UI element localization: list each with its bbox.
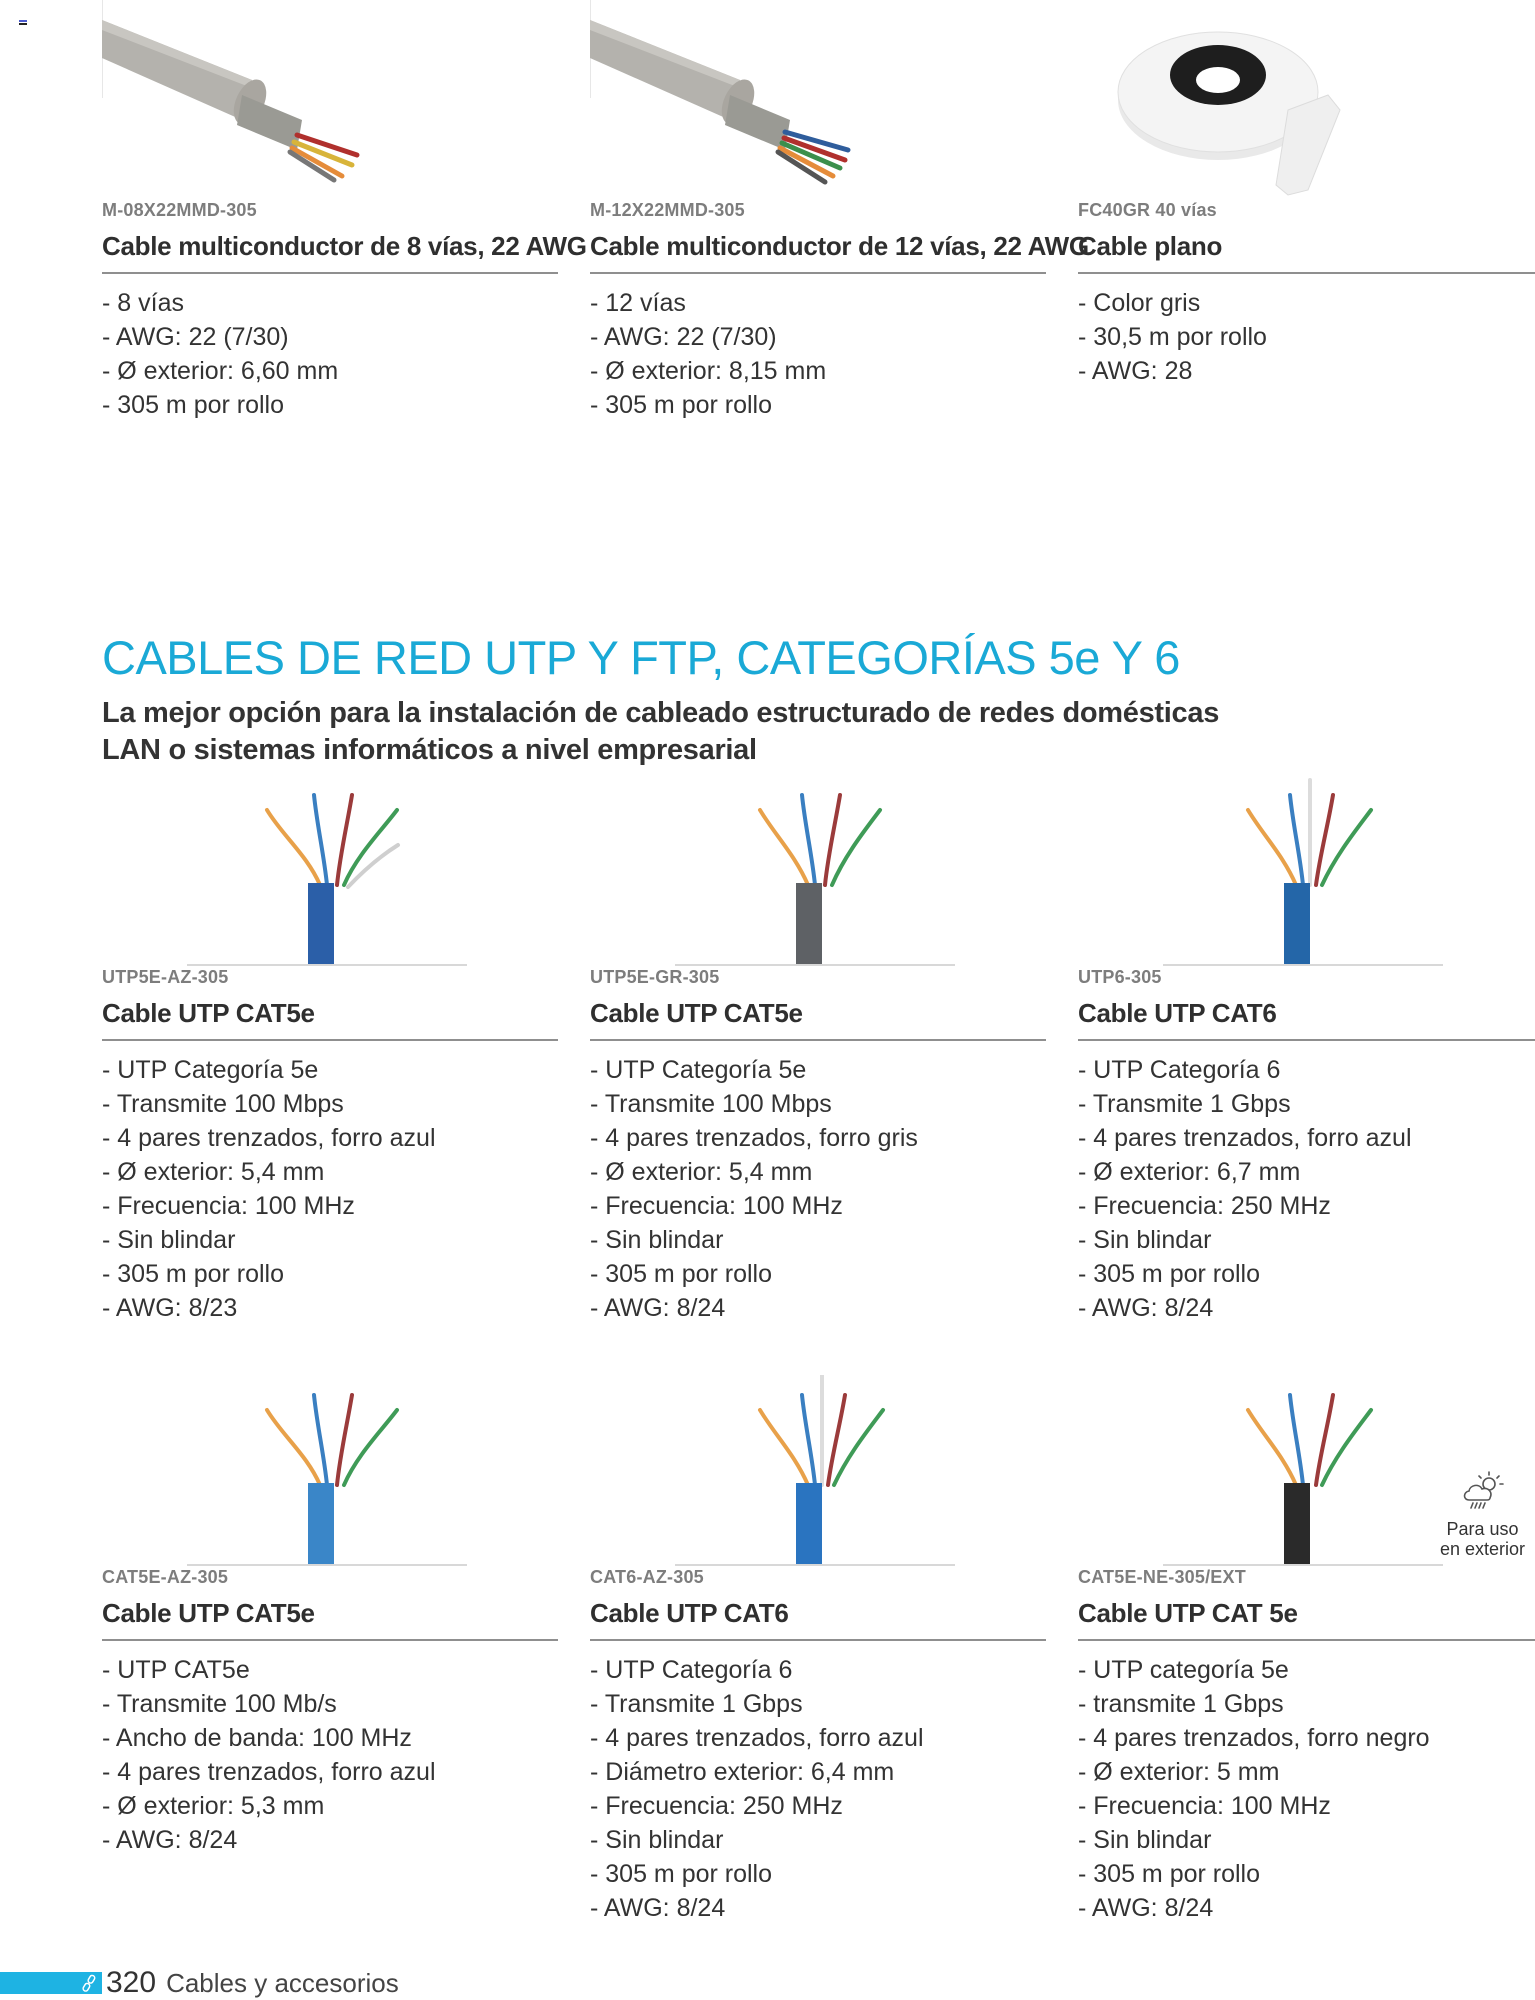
- utp-cable-gray-image: [590, 775, 1046, 967]
- footer-section-name: Cables y accesorios: [166, 1967, 399, 1998]
- product-code: CAT6-AZ-305: [590, 1567, 704, 1587]
- section-subtitle-line: La mejor opción para la instalación de cableado estructurado de redes domésticas: [102, 697, 1220, 729]
- divider: [590, 272, 1046, 274]
- footer-accent-bar: [0, 1972, 102, 1994]
- page-number: 320: [106, 1966, 157, 1999]
- outdoor-use-badge: [1430, 1470, 1535, 1559]
- spec-item: - UTP Categoría 5e: [102, 1056, 319, 1084]
- product-title: Cable multiconductor de 8 vías, 22 AWG: [102, 231, 587, 261]
- spec-item: - AWG: 8/24: [590, 1294, 726, 1322]
- spec-item: - UTP Categoría 5e: [590, 1056, 807, 1084]
- spec-item: - 30,5 m por rollo: [1078, 323, 1267, 351]
- product-title: Cable UTP CAT6: [1078, 998, 1277, 1028]
- product-card-multiconductor-12: [590, 0, 1089, 422]
- multiconductor-cable-12-image: [590, 0, 1046, 200]
- divider: [1078, 1639, 1535, 1641]
- spec-item: - Ø exterior: 5 mm: [1078, 1758, 1280, 1786]
- product-card-utp6: [1078, 775, 1535, 1325]
- spec-item: - AWG: 22 (7/30): [102, 323, 289, 351]
- spec-item: - AWG: 28: [1078, 357, 1193, 385]
- spec-list: [590, 1053, 1046, 1325]
- spec-item: - UTP CAT5e: [102, 1656, 250, 1684]
- spec-item: - AWG: 22 (7/30): [590, 323, 777, 351]
- spec-item: - AWG: 8/24: [102, 1826, 238, 1854]
- spec-item: - 4 pares trenzados, forro azul: [102, 1758, 436, 1786]
- spec-item: - Diámetro exterior: 6,4 mm: [590, 1758, 895, 1786]
- spec-item: - AWG: 8/24: [1078, 1294, 1214, 1322]
- product-code: M-12X22MMD-305: [590, 200, 745, 220]
- spec-item: - 8 vías: [102, 289, 184, 317]
- spec-item: - 4 pares trenzados, forro azul: [590, 1724, 924, 1752]
- section-subtitle-line: LAN o sistemas informáticos a nivel empresarial: [102, 734, 757, 766]
- spec-item: - AWG: 8/24: [1078, 1894, 1214, 1922]
- outdoor-use-label: en exterior: [1439, 1539, 1526, 1559]
- product-title: Cable plano: [1078, 231, 1223, 261]
- spec-item: - AWG: 8/24: [590, 1894, 726, 1922]
- flat-cable-reel-image: [1078, 0, 1535, 200]
- product-code: UTP6-305: [1078, 967, 1162, 987]
- spec-item: - Transmite 1 Gbps: [590, 1690, 803, 1718]
- utp-cable-blue-cat6-image: [1078, 775, 1535, 967]
- spec-item: - Transmite 100 Mbps: [590, 1090, 832, 1118]
- spec-list: [1078, 286, 1535, 388]
- product-title: Cable multiconductor de 12 vías, 22 AWG: [590, 231, 1089, 261]
- spec-item: - Sin blindar: [590, 1226, 724, 1254]
- product-card-utp5e-az: [102, 775, 558, 1325]
- product-code: UTP5E-GR-305: [590, 967, 720, 987]
- spec-item: - Frecuencia: 100 MHz: [590, 1192, 843, 1220]
- utp-cable-blue-cat6-az-image: [590, 1375, 1046, 1567]
- product-code: CAT5E-AZ-305: [102, 1567, 229, 1587]
- spec-item: - 4 pares trenzados, forro azul: [102, 1124, 436, 1152]
- spec-list: [590, 286, 1046, 422]
- spec-item: - Transmite 100 Mbps: [102, 1090, 344, 1118]
- spec-item: - 305 m por rollo: [590, 391, 773, 419]
- spec-item: - Sin blindar: [590, 1826, 724, 1854]
- divider: [1078, 1039, 1535, 1041]
- spec-item: - Ø exterior: 5,4 mm: [590, 1158, 813, 1186]
- spec-list: [590, 1653, 1046, 1925]
- spec-item: - Ø exterior: 5,4 mm: [102, 1158, 325, 1186]
- product-title: Cable UTP CAT6: [590, 1598, 789, 1628]
- product-code: UTP5E-AZ-305: [102, 967, 229, 987]
- section-heading: CABLES DE RED UTP Y FTP, CATEGORÍAS 5e Y 6: [102, 631, 1180, 684]
- multiconductor-cable-8-image: [102, 0, 558, 200]
- spec-item: - Sin blindar: [1078, 1826, 1212, 1854]
- spec-item: - UTP categoría 5e: [1078, 1656, 1289, 1684]
- spec-item: - Color gris: [1078, 289, 1201, 317]
- spec-item: - UTP Categoría 6: [590, 1656, 793, 1684]
- spec-item: - Frecuencia: 100 MHz: [1078, 1792, 1331, 1820]
- product-card-cat6-az: [590, 1375, 1046, 1925]
- spec-item: - 305 m por rollo: [1078, 1860, 1261, 1888]
- spec-item: - Ø exterior: 6,7 mm: [1078, 1158, 1301, 1186]
- product-code: M-08X22MMD-305: [102, 200, 257, 220]
- spec-item: - 4 pares trenzados, forro gris: [590, 1124, 918, 1152]
- spec-item: - UTP Categoría 6: [1078, 1056, 1281, 1084]
- product-card-cat5e-az: [102, 1375, 558, 1857]
- product-card-flat-cable: [1078, 0, 1535, 388]
- spec-list: [102, 1053, 558, 1325]
- product-code: CAT5E-NE-305/EXT: [1078, 1567, 1246, 1587]
- product-title: Cable UTP CAT5e: [102, 998, 315, 1028]
- product-card-multiconductor-8: [102, 0, 587, 422]
- divider: [590, 1639, 1046, 1641]
- spec-item: - Sin blindar: [1078, 1226, 1212, 1254]
- spec-item: - Ancho de banda: 100 MHz: [102, 1724, 412, 1752]
- spec-item: - 305 m por rollo: [1078, 1260, 1261, 1288]
- divider: [102, 272, 558, 274]
- weather-rain-sun-icon: [1459, 1470, 1507, 1514]
- product-title: Cable UTP CAT5e: [590, 998, 803, 1028]
- spec-item: - 4 pares trenzados, forro azul: [1078, 1124, 1412, 1152]
- divider: [590, 1039, 1046, 1041]
- spec-item: - Transmite 100 Mb/s: [102, 1690, 337, 1718]
- corner-mark-icon: [19, 20, 27, 28]
- spec-item: - 12 vías: [590, 289, 686, 317]
- divider: [102, 1039, 558, 1041]
- spec-item: - transmite 1 Gbps: [1078, 1690, 1284, 1718]
- spec-item: - Sin blindar: [102, 1226, 236, 1254]
- outdoor-use-label: Para uso: [1446, 1519, 1519, 1539]
- spec-item: - AWG: 8/23: [102, 1294, 238, 1322]
- spec-list: [102, 1653, 558, 1857]
- spec-item: - 4 pares trenzados, forro negro: [1078, 1724, 1430, 1752]
- spec-item: - Ø exterior: 6,60 mm: [102, 357, 339, 385]
- cable-link-icon: [80, 1974, 98, 1992]
- spec-item: - Frecuencia: 250 MHz: [590, 1792, 843, 1820]
- spec-item: - 305 m por rollo: [590, 1860, 773, 1888]
- spec-item: - 305 m por rollo: [102, 1260, 285, 1288]
- spec-item: - Frecuencia: 250 MHz: [1078, 1192, 1331, 1220]
- divider: [1078, 272, 1535, 274]
- spec-item: - Transmite 1 Gbps: [1078, 1090, 1291, 1118]
- product-card-cat5e-ne-ext: [1078, 1375, 1535, 1925]
- divider: [102, 1639, 558, 1641]
- spec-item: - Ø exterior: 8,15 mm: [590, 357, 827, 385]
- spec-item: - 305 m por rollo: [590, 1260, 773, 1288]
- spec-list: [1078, 1653, 1535, 1925]
- spec-item: - Frecuencia: 100 MHz: [102, 1192, 355, 1220]
- section-subtitle: [102, 695, 1219, 769]
- spec-list: [1078, 1053, 1535, 1325]
- spec-list: [102, 286, 558, 422]
- product-card-utp5e-gr: [590, 775, 1046, 1325]
- product-code: FC40GR 40 vías: [1078, 200, 1217, 220]
- product-title: Cable UTP CAT5e: [102, 1598, 315, 1628]
- spec-item: - Ø exterior: 5,3 mm: [102, 1792, 325, 1820]
- spec-item: - 305 m por rollo: [102, 391, 285, 419]
- utp-cable-lightblue-image: [102, 1375, 558, 1567]
- product-title: Cable UTP CAT 5e: [1078, 1598, 1298, 1628]
- page-footer: [0, 1966, 399, 1999]
- utp-cable-blue-image: [102, 775, 558, 967]
